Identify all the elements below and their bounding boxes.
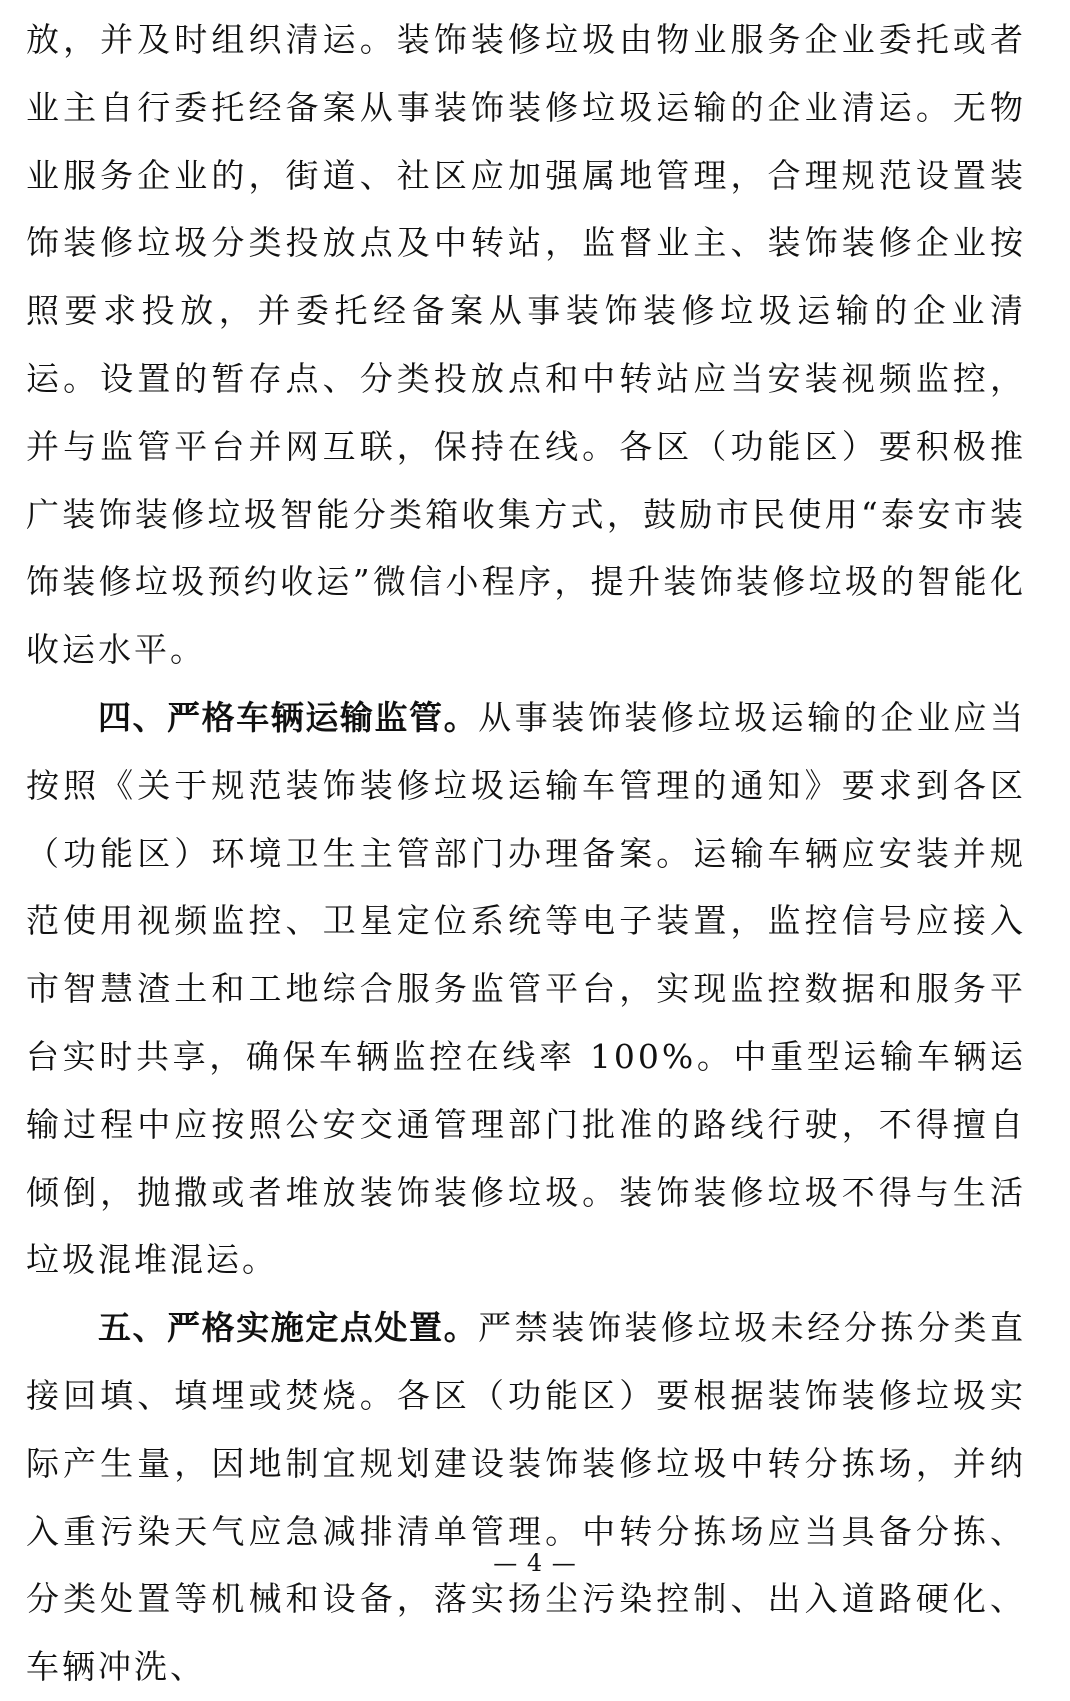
paragraph-text: 放，并及时组织清运。装饰装修垃圾由物业服务企业委托或者业主自行委托经备案从事装饰装修垃圾运输的企业清运。无物业服务企业的，街道、社区应加强属地管理，合理规范设置装饰装修垃圾分类投放点及中转站，监督业主、装饰装修企业按照要求投放，并委托经备案从事装饰装修垃圾运输的企业清运。设置的暂存点、分类投放点和中转站应当安装视频监控，并与监管平台并网互联，保持在线。各区（功能区）要积极推广装饰装修垃圾智能分类箱收集方式，鼓励市民使用“泰安市装饰装修垃圾预约收运”微信小程序，提升装饰装修垃圾的智能化收运水平。 [26,20,1026,670]
paragraph-text: 从事装饰装修垃圾运输的企业应当按照《关于规范装饰装修垃圾运输车管理的通知》要求到各区（功能区）环境卫生主管部门办理备案。运输车辆应安装并规范使用视频监控、卫星定位系统等电子装置，监控信号应接入市智慧渣土和工地综合服务监管平台，实现监控数据和服务平台实时共享，确保车辆监控在线率 100%。中重型运输车辆运输过程中应按照公安交通管理部门批准的路线行驶，不得擅自倾倒，抛撒或者堆放装饰装修垃圾。装饰装修垃圾不得与生活垃圾混堆混运。 [26,697,1027,1280]
page-number: — 4 — [493,1549,577,1577]
paragraph-vehicle-transport [26,684,1026,1294]
document-body [26,6,1026,1701]
paragraph-continued [26,6,1026,684]
section-heading-five: 五、严格实施定点处置。 [98,1308,479,1348]
paragraph-text: 严禁装饰装修垃圾未经分拣分类直接回填、填埋或焚烧。各区（功能区）要根据装饰装修垃圾实际产生量，因地制宜规划建设装饰装修垃圾中转分拣场，并纳入重污染天气应急减排清单管理。中转分拣场应当具备分拣、分类处置等机械和设备，落实扬尘污染控制、出入道路硬化、车辆冲洗、 [26,1308,1027,1687]
section-heading-four: 四、严格车辆运输监管。 [98,697,479,737]
paragraph-designated-disposal [26,1294,1026,1701]
